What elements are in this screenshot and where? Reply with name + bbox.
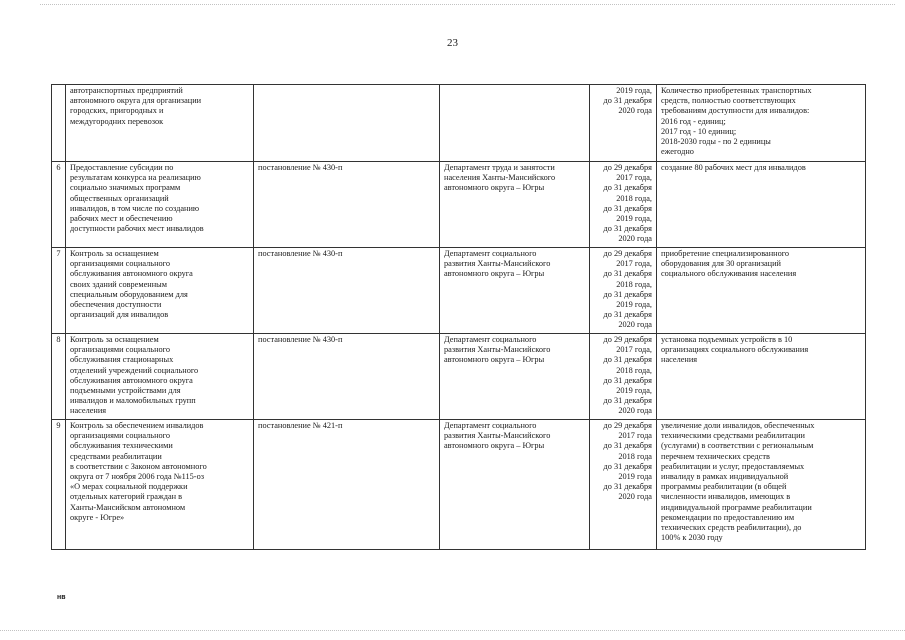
table-row <box>52 248 866 334</box>
responsible-cell: Департамент социального развития Ханты-Мансийского автономного округа – Югры <box>440 248 590 334</box>
legal-act-cell <box>254 85 440 162</box>
deadline-cell: до 29 декабря 2017 года, до 31 декабря 2018 года, до 31 декабря 2019 года, до 31 декабря 2020 года <box>590 248 657 334</box>
scan-edge-bottom <box>0 630 905 634</box>
deadline-cell: до 29 декабря 2017 года до 31 декабря 2018 года до 31 декабря 2019 года до 31 декабря 2020 года <box>590 420 657 550</box>
measure-name-cell: Контроль за оснащением организациями социального обслуживания стационарных отделений учреждений социального обслуживания автономного округа подъемными устройствами для инвалидов и маломобильных групп населения <box>66 334 254 420</box>
responsible-cell: Департамент труда и занятости населения Ханты-Мансийского автономного округа – Югры <box>440 162 590 248</box>
measure-name-cell: Контроль за оснащением организациями социального обслуживания автономного округа своих зданий современным специальным оборудованием для обеспечения доступности организаций для инвалидов <box>66 248 254 334</box>
table-row <box>52 85 866 162</box>
expected-result-cell: Количество приобретенных транспортных средств, полностью соответствующих требованиям доступности для инвалидов: 2016 год - единиц; 2017 год - 10 единиц; 2018-2030 годы - по 2 единицы ежегодно <box>657 85 866 162</box>
legal-act-cell: постановление № 430-п <box>254 334 440 420</box>
expected-result-cell: приобретение специализированного оборудования для 30 организаций социального обслуживания населения <box>657 248 866 334</box>
table-row <box>52 162 866 248</box>
responsible-cell <box>440 85 590 162</box>
table-row <box>52 420 866 550</box>
responsible-cell: Департамент социального развития Ханты-Мансийского автономного округа – Югры <box>440 420 590 550</box>
row-number-cell: 8 <box>52 334 66 420</box>
table-row <box>52 334 866 420</box>
page-number: 23 <box>447 37 458 49</box>
legal-act-cell: постановление № 430-п <box>254 162 440 248</box>
expected-result-cell: установка подъемных устройств в 10 организациях социального обслуживания населения <box>657 334 866 420</box>
deadline-cell: 2019 года, до 31 декабря 2020 года <box>590 85 657 162</box>
row-number-cell: 7 <box>52 248 66 334</box>
responsible-cell: Департамент социального развития Ханты-Мансийского автономного округа – Югры <box>440 334 590 420</box>
expected-result-cell: увеличение доли инвалидов, обеспеченных техническими средствами реабилитации (услугами) в соответствии с региональным перечнем технических средств реабилитации и услуг, предоставляемых инвалиду в рамках индивидуальной программы реабилитации (в общей численности инвалидов, имеющих в индивидуальной программе реабилитации рекомендации по предоставлению им технических средств реабилитации), до 100% к 2030 году <box>657 420 866 550</box>
expected-result-cell: создание 80 рабочих мест для инвалидов <box>657 162 866 248</box>
scan-edge-top <box>40 4 895 10</box>
legal-act-cell: постановление № 430-п <box>254 248 440 334</box>
row-number-cell: 6 <box>52 162 66 248</box>
measure-name-cell: Предоставление субсидии по результатам конкурса на реализацию социально значимых программ общественных организаций инвалидов, в том числе по созданию рабочих мест и обеспечению доступности рабочих мест инвалидов <box>66 162 254 248</box>
footer-mark: нв <box>57 594 66 601</box>
row-number-cell <box>52 85 66 162</box>
row-number-cell: 9 <box>52 420 66 550</box>
legal-act-cell: постановление № 421-п <box>254 420 440 550</box>
deadline-cell: до 29 декабря 2017 года, до 31 декабря 2018 года, до 31 декабря 2019 года, до 31 декабря 2020 года <box>590 162 657 248</box>
measure-name-cell: автотранспортных предприятий автономного округа для организации городских, пригородных и междугородних перевозок <box>66 85 254 162</box>
measure-name-cell: Контроль за обеспечением инвалидов организациями социального обслуживания техническими средствами реабилитации в соответствии с Законом автономного округа от 7 ноября 2006 года №115-оз «О мерах социальной поддержки отдельных категорий граждан в Ханты-Мансийском автономном округе - Югре» <box>66 420 254 550</box>
measures-table <box>51 84 866 550</box>
deadline-cell: до 29 декабря 2017 года, до 31 декабря 2018 года, до 31 декабря 2019 года, до 31 декабря 2020 года <box>590 334 657 420</box>
